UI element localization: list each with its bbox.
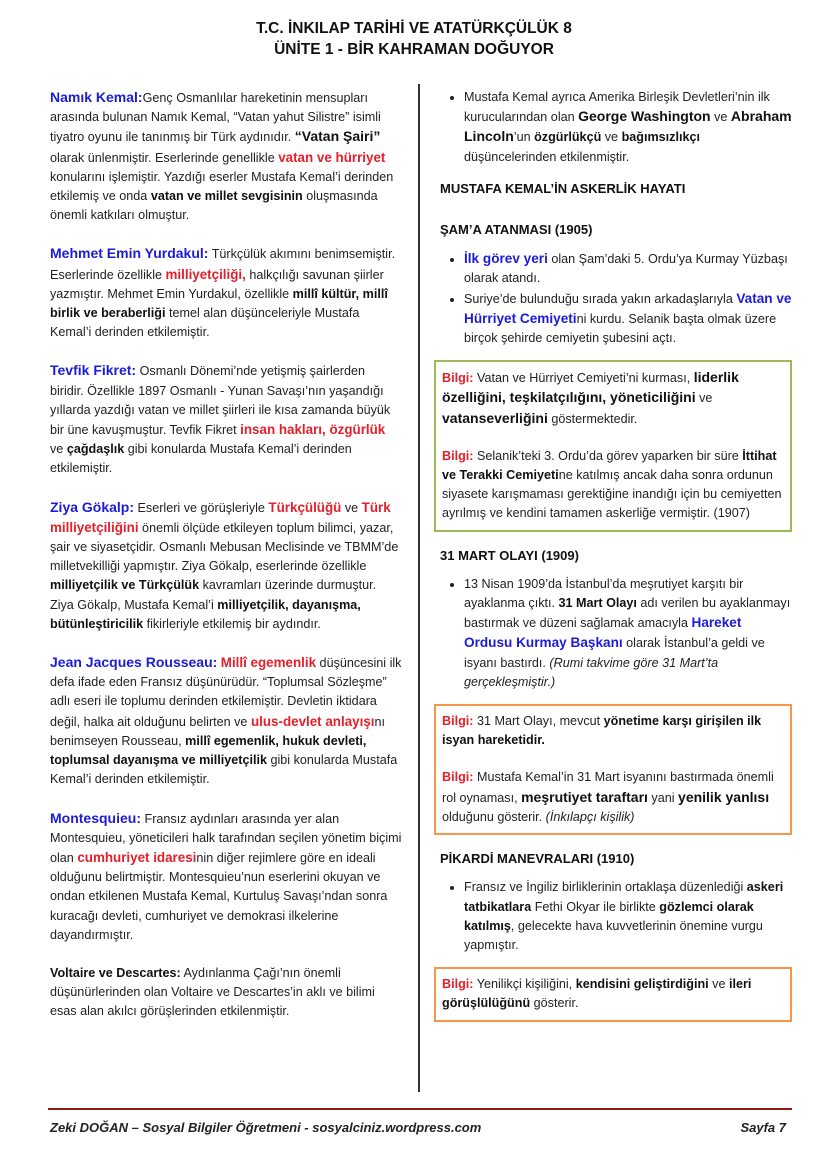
body-text: Suriye’de bulunduğu sırada yakın arkadaşlarıyla [464,291,737,306]
body-text: 13 Nisan 1909’da İstanbul’da meşrutiyet karşıtı bir ayaklanma çıktı. [464,576,744,611]
bold-text: vatan ve millet sevgisinin [150,189,303,204]
bold-text: bağımsızlıkçı [621,130,700,145]
body-text: kavramları üzerinde durmuştur. Ziya Gökalp, Mustafa Kemal’i [50,578,377,612]
body-text: ne katılmış ancak daha sonra ordunun siyasete karışmaması gerektiğine inandığı için bu cemiyetten ayrılmış ve kendini tamamen askerliğe vermiştir. (1907) [442,468,782,521]
emphasis-text: Abraham Lincoln [464,108,792,145]
emphasis-text: “Vatan Şairi” [294,128,381,145]
emphasis-text: vatanseverliğini [442,409,548,426]
paragraph [50,809,402,945]
bold-text: milliyetçilik ve Türkçülük [50,578,200,593]
body-text: gibi konularda Mustafa Kemal’i derinden etkilemiştir. [50,442,352,476]
bold-text: özgürlükçü [534,130,602,145]
bold-text: Voltaire ve Descartes: [50,965,181,980]
body-text: ni kurdu. Selanik başta olmak üzere birçok şehirde cemiyetin şubesini açtı. [464,311,777,346]
info-box [434,704,792,835]
section-heading: PİKARDİ MANEVRALARI (1910) [440,851,635,867]
term-heading: Tevfik Fikret: [50,362,137,379]
paragraph [50,88,402,225]
paragraph [50,964,402,1022]
body-text: oluşmasında önemli katkıları olmuştur. [50,189,378,223]
body-text: temel alan düşünceleriyle Mustafa Kemal’i derinden etkilemiştir. [50,306,360,340]
body-text: önemli ölçüde etkileyen toplum bilimci, yazar, şair ve siyasetçidir. Osmanlı Mebusan Meclisinde ve TBMM’de milletvekilliği yapmıştır. Ziya Gökalp, eserlerinde özellikle [50,520,399,574]
bilgi-label: Bilgi: [442,977,474,992]
info-paragraph [442,975,782,1013]
italic-note: (Rumi takvime göre 31 Mart’ta gerçekleşmiştir.) [464,655,719,689]
body-text: Fethi Okyar ile birlikte [531,899,660,914]
term-heading: Namık Kemal: [50,89,143,105]
info-paragraph [442,447,782,524]
bold-text: millî egemenlik, hukuk devleti, toplumsal dayanışma ve milliyetçilik [50,733,367,768]
body-text: 31 Mart Olayı, mevcut [473,714,604,729]
paragraph [50,361,402,478]
body-text: Osmanlı Dönemi’nde yetişmiş şairlerden biridir. Özellikle 1897 Osmanlı - Yunan Savaşı’nın yaşandığı yıllarda yazdığı vatan ve millet şiirleri ile kısa zamanda büyük bir üne kavuşmuştur. Tevfik Fikret [50,364,391,438]
body-text: Fransız aydınları arasında yer alan Montesquieu, yöneticileri halk tarafından seçilen yönetim biçimi olan [50,811,402,865]
body-text: , gelecekte hava kuvvetlerinin önemine vurgu yapmıştır. [464,918,763,952]
paragraph [50,653,402,789]
highlight-red: vatan ve hürriyet [278,149,386,165]
bold-text: milliyetçilik, dayanışma, bütünleştiricilik [50,597,361,631]
title-line-2: ÜNİTE 1 - BİR KAHRAMAN DOĞUYOR [274,41,554,58]
section-heading: MUSTAFA KEMAL’İN ASKERLİK HAYATI [440,180,686,196]
bold-text: gözlemci olarak katılmış [464,899,754,933]
paragraph [50,498,402,634]
body-text: düşüncesini ilk defa ifade eden Fransız düşünürüdür. “Toplumsal Sözleşme” adlı eseri ile toplumu derinden etkilemiştir. Devletin iktidara değil, halka ait olduğunu belirten ve [50,656,402,729]
highlight-red: insan hakları, özgürlük [240,422,386,438]
page-number: Sayfa 7 [740,1120,786,1135]
bold-text: ileri görüşlülüğünü [442,977,752,1011]
body-text: halkçılığı savunan şiirler yazmıştır. Mehmet Emin Yurdakul, özellikle [50,267,384,301]
body-text: ve [708,977,729,992]
bold-text: İttihat ve Terakki Cemiyeti [442,448,777,483]
body-text: göstermektedir. [547,411,638,426]
body-text: Genç Osmanlılar hareketinin mensupları arasında bulunan Namık Kemal, “Vatan yahut Silistre” isimli tiyatro oyunu ile tanınmış bir Türk aydınıdır. [50,91,381,145]
body-text: Mustafa Kemal’in 31 Mart isyanını bastırmada önemli rol oynaması, [442,770,774,805]
left-column [50,88,402,1041]
section-heading: ŞAM’A ATANMASI (1905) [440,222,593,238]
page-title [0,18,828,60]
body-text: ’un [513,130,535,145]
body-text: fikirleriyle etkilemiş bir aydındır. [143,616,321,631]
body-text: ve [601,130,622,145]
right-column [440,88,792,1036]
body-text: olarak ünlenmiştir. Eserlerinde genellikle [50,150,279,165]
bold-text: askeri tatbikatlara [464,880,784,914]
body-text: adı verilen bu ayaklanmayı bastırmak ve düzeni sağlamak amacıyla [464,596,791,631]
term-heading: Montesquieu: [50,809,141,826]
highlight-blue: Vatan ve Hürriyet Cemiyeti [464,290,792,326]
title-line-1: T.C. İNKILAP TARİHİ VE ATATÜRKÇÜLÜK 8 [256,20,572,37]
body-text: ve [710,110,731,125]
body-text: ve [695,391,713,406]
section-heading: 31 MART OLAYI (1909) [440,547,579,563]
highlight-blue: Hareket Ordusu Kurmay Başkanı [464,615,742,651]
list-item [464,575,792,692]
highlight-red: Türk milliyetçiliğini [50,499,391,535]
emphasis-text: George Washington [578,108,711,125]
term-heading: Jean Jacques Rousseau: [50,654,218,671]
bold-text: 31 Mart Olayı [558,596,637,611]
body-text: Mustafa Kemal ayrıca Amerika Birleşik Devletleri’nin ilk kurucularından olan [464,90,770,125]
highlight-blue: İlk görev yeri [464,251,548,267]
body-text: Eserleri ve görüşleriyle [134,500,269,515]
body-text: nin diğer rejimlere göre en ideali olduğunu belirtmiştir. Montesquieu’nun eserlerini okuyan ve ondan etkilenen Mustafa Kemal, Kurtuluş Savaşı’ndan sonra kuracağı devleti, cumhuriyet ve demokrasi ilkelerine dayandırmıştır. [50,850,388,942]
body-text: gibi konularda Mustafa Kemal’i derinden etkilemiştir. [50,753,398,787]
list-item [464,878,792,955]
body-text: ve [341,500,362,515]
body-text: olarak İstanbul’a geldi ve isyanı bastırdı. [464,636,765,670]
bullet-list [440,575,792,692]
bullet-list [440,249,792,348]
body-text: Türkçülük akımını benimsemiştir. Eserlerinde özellikle [50,247,396,282]
highlight-red: Millî egemenlik [220,655,317,671]
footer-author: Zeki DOĞAN – Sosyal Bilgiler Öğretmeni - sosyalciniz.wordpress.com [50,1120,482,1135]
bold-text: millî kültür, millî birlik ve beraberliği [50,286,388,321]
bilgi-label: Bilgi: [442,371,474,386]
body-text: yani [647,790,679,805]
column-divider [418,84,420,1092]
highlight-red: cumhuriyet idaresi [77,849,197,865]
list-item [464,249,792,288]
body-text: nı benimseyen Rousseau, [50,714,386,748]
info-box [434,360,792,531]
emphasis-text: liderlik özelliğini, teşkilatçılığını, yöneticiliğini [442,369,739,406]
info-paragraph [442,712,782,750]
bilgi-label: Bilgi: [442,714,474,729]
bold-text: çağdaşlık [66,442,125,457]
body-text: düşüncelerinden etkilenmiştir. [464,149,630,164]
body-text: Selanik’teki 3. Ordu’da görev yaparken bir süre [473,448,743,463]
info-paragraph [442,768,782,827]
highlight-red: Türkçülüğü [268,499,342,515]
info-paragraph [442,368,782,429]
bilgi-label: Bilgi: [442,770,474,785]
body-text: olduğunu gösterir. [442,809,546,824]
bold-text: yönetime karşı girişilen ilk isyan hareketidir. [442,714,762,748]
body-text: ve [50,442,67,457]
highlight-red: ulus-devlet anlayışı [250,713,375,729]
bullet-list [440,88,792,167]
body-text: olan Şam’daki 5. Ordu’ya Kurmay Yüzbaşı olarak atandı. [464,252,788,286]
list-item [464,289,792,349]
emphasis-text: meşrutiyet taraftarı [521,788,648,805]
body-text: Yenilikçi kişiliğini, [473,977,576,992]
bold-text: kendisini geliştirdiğini [575,977,709,992]
footer-rule [48,1108,792,1110]
paragraph [50,244,402,342]
bilgi-label: Bilgi: [442,448,474,463]
body-text: Fransız ve İngiliz birliklerinin ortaklaşa düzenlediği [464,880,747,895]
term-heading: Ziya Gökalp: [50,498,135,515]
italic-note: (İnkılapçı kişilik) [545,809,635,824]
highlight-red: milliyetçiliği, [165,266,246,282]
term-heading: Mehmet Emin Yurdakul: [50,245,209,262]
list-item [464,88,792,167]
info-box [434,967,792,1021]
bullet-list [440,878,792,955]
body-text: gösterir. [530,996,579,1011]
emphasis-text: yenilik yanlısı [678,788,770,805]
body-text: Vatan ve Hürriyet Cemiyeti’ni kurması, [473,371,694,386]
body-text: Aydınlanma Çağı’nın önemli düşünürlerinden olan Voltaire ve Descartes’in aklı ve bilimi esas alan akılcı görüşlerinden etkilenmiştir. [50,965,375,1019]
body-text: konularını işlemiştir. Yazdığı eserler Mustafa Kemal’i derinden etkilemiş ve onda [50,169,394,204]
